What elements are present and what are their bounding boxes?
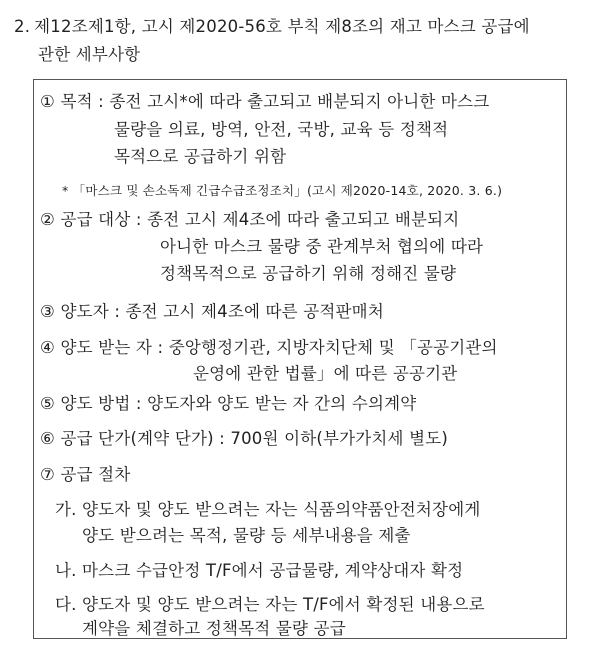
item-marker: ⑦: [40, 465, 55, 484]
step-marker: 다.: [55, 595, 77, 614]
section-title-text: 제12조제1항, 고시 제2020-56호 부칙 제8조의 재고 마스크 공급에: [34, 17, 530, 36]
item-text: 중앙행정기관, 지방자치단체 및 「공공기관의: [168, 338, 498, 357]
footnote-marker: *: [62, 183, 69, 198]
item-unit-price: [40, 429, 448, 449]
step-text: 양도자 및 양도 받으려는 자는 식품의약품안전처장에게: [82, 500, 481, 519]
item-label: 공급 절차: [60, 465, 131, 484]
item-marker: ⑤: [40, 394, 55, 413]
footnote-text: 「마스크 및 손소독제 긴급수급조정조치」(고시 제2020-14호, 2020. 3. 6.): [72, 183, 503, 198]
item-text: 아니한 마스크 물량 중 관계부처 협의에 따라: [160, 237, 484, 256]
item-text: 운영에 관한 법률」에 따른 공공기관: [193, 364, 458, 383]
item-text: 목적으로 공급하기 위함: [114, 147, 287, 166]
item-text: 정책목적으로 공급하기 위해 정해진 물량: [160, 264, 457, 283]
item-text: 종전 고시*에 따라 출고되고 배분되지 아니한 마스크: [109, 92, 490, 111]
item-label: 공급 단가(계약 단가) :: [60, 429, 225, 448]
procedure-step-ga: [55, 500, 480, 520]
step-text: 양도 받으려는 목적, 물량 등 세부내용을 제출: [82, 526, 411, 545]
item-marker: ③: [40, 302, 55, 321]
item-text: 양도자와 양도 받는 자 간의 수의계약: [147, 394, 417, 413]
footnote: [62, 181, 502, 201]
procedure-step-na: [55, 561, 463, 581]
step-marker: 나.: [55, 561, 77, 580]
item-text: 700원 이하(부가가치세 별도): [230, 429, 449, 448]
item-transferor: [40, 302, 384, 322]
step-text: 양도자 및 양도 받으려는 자는 T/F에서 확정된 내용으로: [82, 595, 485, 614]
item-label: 양도 받는 자 :: [60, 338, 164, 357]
item-supply-target: [40, 210, 459, 230]
step-text: 계약을 체결하고 정책목적 물량 공급: [82, 619, 346, 638]
section-heading-line-2: 관한 세부사항: [38, 45, 141, 64]
step-marker: 가.: [55, 500, 77, 519]
item-text: 종전 고시 제4조에 따른 공적판매처: [125, 302, 384, 321]
item-label: 양도자 :: [60, 302, 121, 321]
item-supply-procedure: [40, 465, 130, 485]
procedure-step-da: [55, 595, 485, 615]
section-number: 2.: [14, 17, 31, 36]
item-marker: ②: [40, 210, 55, 229]
item-transfer-method: [40, 394, 416, 414]
step-text: 마스크 수급안정 T/F에서 공급물량, 계약상대자 확정: [82, 561, 464, 580]
item-label: 공급 대상 :: [60, 210, 142, 229]
item-marker: ④: [40, 338, 55, 357]
item-label: 양도 방법 :: [60, 394, 142, 413]
item-text: 물량을 의료, 방역, 안전, 국방, 교육 등 정책적: [114, 120, 449, 139]
item-marker: ⑥: [40, 429, 55, 448]
item-marker: ①: [40, 92, 55, 111]
section-heading-line-1: [14, 17, 530, 37]
item-transferee: [40, 338, 498, 358]
item-label: 목적 :: [60, 92, 104, 111]
item-text: 종전 고시 제4조에 따라 출고되고 배분되지: [147, 210, 460, 229]
item-purpose: [40, 92, 489, 112]
